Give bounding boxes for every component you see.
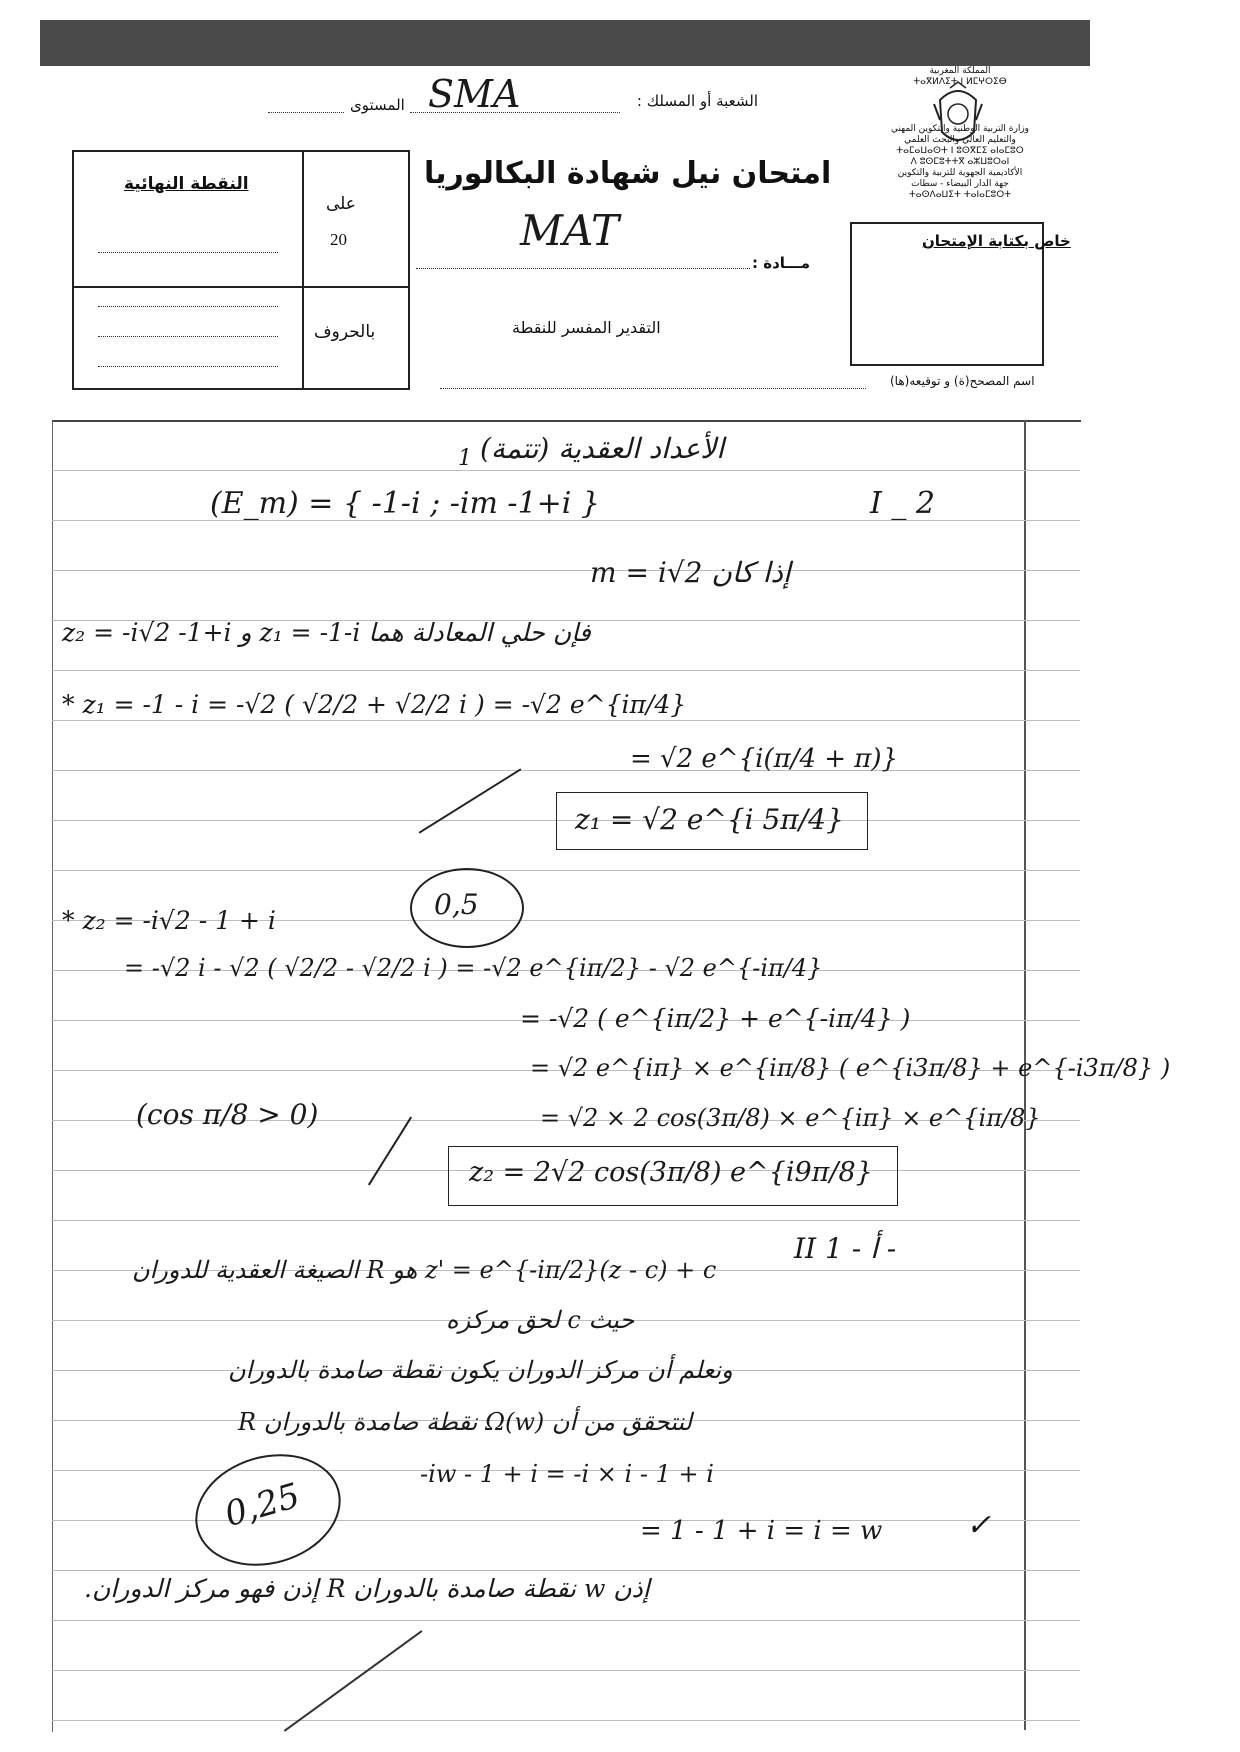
subject-field-line <box>416 268 750 269</box>
corrector-label: اسم المصحح(ة) و توقيعه(ها) <box>890 374 1035 388</box>
answer-line: إذن w نقطة صامدة بالدوران R إذن فهو مركز الدوران. <box>84 1574 650 1603</box>
answer-line: = 1 - 1 + i = i = w <box>640 1516 883 1546</box>
answer-line: (cos π/8 > 0) <box>136 1098 319 1131</box>
grade-explanation-label: التقدير المفسر للنقطة <box>512 318 661 337</box>
answer-line: لنتحقق من أن Ω(w) نقطة صامدة بالدوران R <box>238 1408 692 1436</box>
branch-label: الشعبة أو المسلك : <box>636 92 758 110</box>
answer-line: = √2 e^{iπ} × e^{iπ/8} ( e^{i3π/8} + e^{-i3π/8} ) <box>530 1054 1171 1082</box>
answer-line: = -√2 ( e^{iπ/2} + e^{-iπ/4} ) <box>520 1004 911 1033</box>
letters-field-line <box>98 366 278 367</box>
subject-value: MAT <box>520 206 620 255</box>
grader-mark-circle <box>410 868 524 948</box>
subject-label: مـــادة : <box>752 254 811 272</box>
final-grade-field <box>98 252 278 253</box>
corrector-field-line <box>440 388 866 389</box>
letters-field-line <box>98 336 278 337</box>
in-letters-label: بالحروف <box>314 322 376 342</box>
answer-line: z₁ = √2 e^{i 5π/4} <box>575 803 844 836</box>
answer-line: الأعداد العقدية (تتمة) <box>480 432 724 465</box>
boxed-result <box>556 792 868 850</box>
grader-mark: 0,5 <box>434 888 479 921</box>
check-mark: ✓ <box>966 1508 992 1543</box>
answer-line: -iw - 1 + i = -i × i - 1 + i <box>420 1460 714 1488</box>
out-of-value: 20 <box>330 230 347 249</box>
out-of-label: على <box>326 194 356 214</box>
question-number: 1 <box>458 446 472 471</box>
kingdom-name-tifinagh: ⵜⴰⴳⵍⴷⵉⵜ ⵏ ⵍⵎⵖⵔⵉⴱ <box>913 77 1007 87</box>
exam-title: امتحان نيل شهادة البكالوريا <box>424 156 832 191</box>
answer-line: * z₂ = -i√2 - 1 + i <box>62 906 276 935</box>
branch-value: SMA <box>428 72 521 116</box>
final-grade-label: النقطة النهائية <box>124 174 249 194</box>
branch-field-line <box>410 112 620 113</box>
score-box <box>72 150 410 390</box>
question-number: I _ 2 <box>870 486 936 521</box>
answer-line: z₂ = 2√2 cos(3π/8) e^{i9π/8} <box>469 1157 873 1188</box>
level-label: المستوى <box>350 96 405 114</box>
kingdom-name: المملكة المغربية <box>929 66 991 76</box>
answer-line: (E_m) = { -1-i ; -im -1+i } <box>210 486 601 521</box>
answer-line: * z₁ = -1 - i = -√2 ( √2/2 + √2/2 i ) = -√2 e^{iπ/4} <box>62 690 687 719</box>
answer-line: ونعلم أن مركز الدوران يكون نقطة صامدة بالدوران <box>228 1356 733 1384</box>
answer-line: فإن حلي المعادلة هما z₁ = -1-i و z₂ = -i√2 -1+i <box>62 618 591 647</box>
ministry-line: ⵜⴰⵙⴷⴰⵡⵉⵜ ⵜⴰⵏⴰⵎⵓⵔⵜ <box>908 190 1012 200</box>
ministry-line: والتعليم العالي والبحث العلمي <box>904 135 1016 145</box>
scan-header-band <box>40 20 1090 66</box>
coat-of-arms-icon <box>930 80 986 152</box>
answer-line: z' = e^{-iπ/2}(z - c) + c هو R الصيغة العقدية للدوران <box>132 1256 717 1284</box>
answer-line: إذا كان m = i√2 <box>590 556 791 589</box>
ministry-line: الأكاديمية الجهوية للتربية والتكوين <box>897 168 1023 178</box>
ministry-line: ⴷ ⵓⵙⵎⵓⵜⵜⴳ ⴰⵣⵡⵓⵔⴰⵏ <box>910 157 1010 167</box>
grader-mark: 0,25 <box>220 1475 305 1536</box>
ministry-line: جهة الدار البيضاء - سطات <box>911 179 1009 189</box>
answer-line: حيث c لحق مركزه <box>446 1306 635 1334</box>
answer-line: = √2 × 2 cos(3π/8) × e^{iπ} × e^{iπ/8} <box>540 1104 1041 1132</box>
exam-office-box <box>850 222 1071 366</box>
answer-line: = -√2 i - √2 ( √2/2 - √2/2 i ) = -√2 e^{iπ/2} - √2 e^{-iπ/4} <box>124 954 823 982</box>
answer-line: = √2 e^{i(π/4 + π)} <box>630 744 899 774</box>
ministry-line: وزارة التربية الوطنية والتكوين المهني <box>890 124 1030 134</box>
exam-office-label: خاص بكتابة الإمتحان <box>922 232 1071 250</box>
level-field-line <box>268 112 344 113</box>
letters-field-line <box>98 306 278 307</box>
ministry-line: ⵜⴰⵎⴰⵡⴰⵙⵜ ⵏ ⵓⵙⴳⵎⵉ ⴰⵏⴰⵎⵓⵔ <box>896 146 1024 156</box>
boxed-result <box>448 1146 898 1206</box>
question-number: II 1 - أ - <box>794 1232 897 1265</box>
